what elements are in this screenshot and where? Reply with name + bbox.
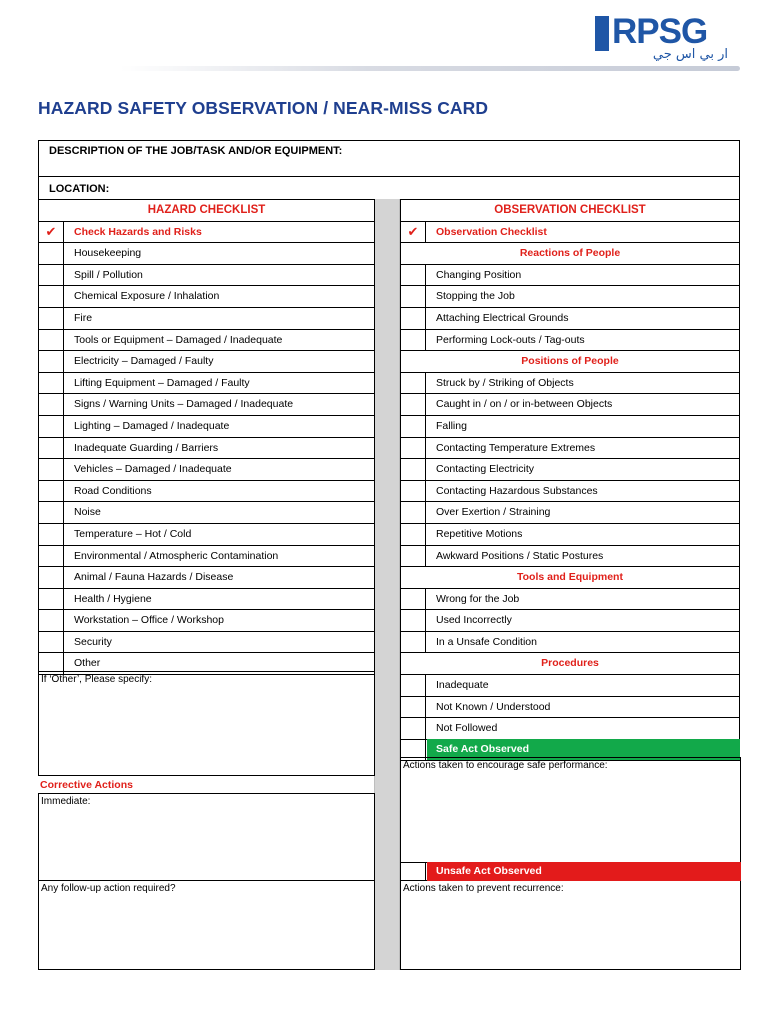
- item-label: Struck by / Striking of Objects: [436, 376, 574, 389]
- followup-field[interactable]: [38, 880, 375, 970]
- checkbox[interactable]: [39, 567, 64, 588]
- hazard-item-animal-fauna-hazards-disease[interactable]: [39, 567, 374, 589]
- obs-item-struck-by-striking-of-objects[interactable]: [401, 373, 739, 395]
- item-label: Attaching Electrical Grounds: [436, 311, 569, 324]
- observation-check-row[interactable]: [401, 222, 739, 244]
- item-label: Vehicles – Damaged / Inadequate: [74, 463, 232, 476]
- item-label: Used Incorrectly: [436, 614, 512, 627]
- observation-checklist: [400, 199, 740, 761]
- item-label: Lifting Equipment – Damaged / Faulty: [74, 376, 250, 389]
- item-label: Contacting Hazardous Substances: [436, 484, 598, 497]
- location-label: LOCATION:: [49, 183, 110, 195]
- obs-item-inadequate[interactable]: [401, 675, 739, 697]
- item-label: Signs / Warning Units – Damaged / Inadequate: [74, 398, 294, 411]
- item-label: Caught in / on / or in-between Objects: [436, 398, 613, 411]
- hazard-item-spill-pollution[interactable]: [39, 265, 374, 287]
- obs-item-contacting-temperature-extremes[interactable]: [401, 438, 739, 460]
- logo-bar-icon: [595, 16, 609, 51]
- checkbox[interactable]: [39, 589, 64, 610]
- item-label: Contacting Electricity: [436, 463, 535, 476]
- checkbox[interactable]: [39, 351, 64, 372]
- item-label: Workstation – Office / Workshop: [74, 614, 224, 627]
- checkbox[interactable]: [401, 265, 426, 286]
- obs-item-over-exertion-straining[interactable]: [401, 502, 739, 524]
- header-swoosh: [120, 66, 740, 71]
- item-label: Awkward Positions / Static Postures: [436, 549, 604, 562]
- logo-text: RPSG: [612, 12, 708, 51]
- item-label: Housekeeping: [74, 247, 142, 260]
- hazard-item-health-hygiene[interactable]: [39, 589, 374, 611]
- rpsg-logo: [588, 12, 738, 62]
- item-label: Chemical Exposure / Inhalation: [74, 290, 220, 303]
- checkbox[interactable]: [39, 308, 64, 329]
- obs-item-attaching-electrical-grounds[interactable]: [401, 308, 739, 330]
- hazard-item-inadequate-guarding-barriers[interactable]: [39, 438, 374, 460]
- item-label: Environmental / Atmospheric Contamination: [74, 549, 279, 562]
- checkbox[interactable]: [401, 697, 426, 718]
- checkmark-icon: ✔: [401, 222, 426, 243]
- checkbox[interactable]: [401, 308, 426, 329]
- obs-item-contacting-electricity[interactable]: [401, 459, 739, 481]
- checkbox[interactable]: [401, 718, 426, 739]
- checkbox[interactable]: [401, 416, 426, 437]
- hazard-check-label: Check Hazards and Risks: [74, 225, 202, 238]
- checkbox[interactable]: [401, 502, 426, 523]
- obs-item-not-known-understood[interactable]: [401, 697, 739, 719]
- hazard-item-housekeeping[interactable]: [39, 243, 374, 265]
- checkbox[interactable]: [39, 502, 64, 523]
- checkbox[interactable]: [39, 286, 64, 307]
- unsafe-act-observed-label: Unsafe Act Observed: [427, 862, 741, 881]
- item-label: Other: [74, 657, 101, 670]
- obs-item-caught-in-on-or-in-between-objects[interactable]: [401, 394, 739, 416]
- logo-arabic: ار بي اس جي: [652, 47, 728, 62]
- checkbox[interactable]: [39, 438, 64, 459]
- item-label: Security: [74, 635, 112, 648]
- hazard-heading-text: HAZARD CHECKLIST: [147, 204, 266, 216]
- observation-heading: [401, 200, 739, 222]
- hazard-item-noise[interactable]: [39, 502, 374, 524]
- hazard-heading: [39, 200, 374, 222]
- checkbox[interactable]: [401, 330, 426, 351]
- checkbox[interactable]: [39, 524, 64, 545]
- item-label: Animal / Fauna Hazards / Disease: [74, 571, 234, 584]
- checkbox[interactable]: [39, 265, 64, 286]
- hazard-item-workstation-office-workshop[interactable]: [39, 610, 374, 632]
- observation-heading-text: OBSERVATION CHECKLIST: [494, 204, 646, 216]
- checkbox[interactable]: [401, 459, 426, 480]
- other-specify-field[interactable]: [38, 671, 375, 776]
- item-label: In a Unsafe Condition: [436, 635, 537, 648]
- checkbox[interactable]: [401, 481, 426, 502]
- checkbox[interactable]: [401, 286, 426, 307]
- checkbox[interactable]: [39, 610, 64, 631]
- checkbox[interactable]: [401, 438, 426, 459]
- safe-actions-field[interactable]: [400, 757, 741, 863]
- section-positions: [401, 351, 739, 373]
- hazard-check-row[interactable]: [39, 222, 374, 244]
- item-label: Performing Lock-outs / Tag-outs: [436, 333, 585, 346]
- checkbox[interactable]: [401, 675, 426, 696]
- other-specify-label: If ‘Other’, Please specify:: [41, 674, 152, 685]
- hazard-item-electricity-damaged-faulty[interactable]: [39, 351, 374, 373]
- obs-item-used-incorrectly[interactable]: [401, 610, 739, 632]
- hazard-item-chemical-exposure-inhalation[interactable]: [39, 286, 374, 308]
- checkbox[interactable]: [401, 546, 426, 567]
- hazard-checklist: [38, 199, 375, 675]
- section-positions-text: Positions of People: [521, 355, 619, 368]
- section-tools-text: Tools and Equipment: [517, 571, 623, 584]
- hazard-item-lifting-equipment-damaged-faulty[interactable]: [39, 373, 374, 395]
- item-label: Fire: [74, 311, 93, 324]
- item-label: Not Followed: [436, 722, 498, 735]
- safe-act-observed-label: Safe Act Observed: [427, 739, 740, 761]
- section-tools: [401, 567, 739, 589]
- observation-check-label: Observation Checklist: [436, 225, 547, 238]
- item-label: Contacting Temperature Extremes: [436, 441, 596, 454]
- location-field[interactable]: [38, 176, 740, 200]
- checkbox[interactable]: [401, 524, 426, 545]
- item-label: Tools or Equipment – Damaged / Inadequate: [74, 333, 283, 346]
- description-label: DESCRIPTION OF THE JOB/TASK AND/OR EQUIPMENT:: [49, 145, 343, 157]
- item-label: Health / Hygiene: [74, 592, 152, 605]
- checkbox[interactable]: [401, 863, 426, 881]
- immediate-label: Immediate:: [41, 796, 91, 807]
- section-procedures-text: Procedures: [541, 657, 599, 670]
- immediate-field[interactable]: [38, 793, 375, 881]
- hazard-item-signs-warning-units-damaged-inadequate[interactable]: [39, 394, 374, 416]
- item-label: Lighting – Damaged / Inadequate: [74, 419, 230, 432]
- hazard-item-lighting-damaged-inadequate[interactable]: [39, 416, 374, 438]
- corrective-actions-label: Corrective Actions: [40, 779, 133, 791]
- item-label: Noise: [74, 506, 101, 519]
- checkbox[interactable]: [401, 632, 426, 653]
- item-label: Electricity – Damaged / Faulty: [74, 355, 214, 368]
- checkbox[interactable]: [39, 481, 64, 502]
- checkbox[interactable]: [39, 330, 64, 351]
- obs-item-in-a-unsafe-condition[interactable]: [401, 632, 739, 654]
- hazard-item-security[interactable]: [39, 632, 374, 654]
- hazard-item-tools-or-equipment-damaged-inadequate[interactable]: [39, 330, 374, 352]
- page-title: HAZARD SAFETY OBSERVATION / NEAR-MISS CARD: [38, 98, 489, 118]
- checkbox[interactable]: [39, 416, 64, 437]
- item-label: Stopping the Job: [436, 290, 515, 303]
- item-label: Not Known / Understood: [436, 700, 551, 713]
- section-reactions: [401, 243, 739, 265]
- checkbox[interactable]: [39, 459, 64, 480]
- hazard-item-temperature-hot-cold[interactable]: [39, 524, 374, 546]
- section-reactions-text: Reactions of People: [519, 247, 621, 260]
- item-label: Over Exertion / Straining: [436, 506, 551, 519]
- checkbox[interactable]: [401, 373, 426, 394]
- item-label: Changing Position: [436, 268, 522, 281]
- item-label: Wrong for the Job: [436, 592, 520, 605]
- checkbox[interactable]: [39, 632, 64, 653]
- obs-item-awkward-positions-static-postures[interactable]: [401, 546, 739, 568]
- checkbox[interactable]: [39, 546, 64, 567]
- hazard-item-road-conditions[interactable]: [39, 481, 374, 503]
- unsafe-actions-field[interactable]: [400, 880, 741, 970]
- hazard-item-environmental-atmospheric-contamination[interactable]: [39, 546, 374, 568]
- item-label: Temperature – Hot / Cold: [74, 527, 192, 540]
- item-label: Inadequate Guarding / Barriers: [74, 441, 219, 454]
- section-procedures: [401, 653, 739, 675]
- description-field[interactable]: [38, 140, 740, 177]
- obs-item-performing-lock-outs-tag-outs[interactable]: [401, 330, 739, 352]
- obs-item-falling[interactable]: [401, 416, 739, 438]
- safe-actions-label: Actions taken to encourage safe performance:: [403, 760, 608, 771]
- item-label: Spill / Pollution: [74, 268, 143, 281]
- obs-item-changing-position[interactable]: [401, 265, 739, 287]
- checkbox[interactable]: [39, 243, 64, 264]
- checkbox[interactable]: [39, 394, 64, 415]
- unsafe-act-observed[interactable]: [400, 862, 741, 881]
- hazard-item-vehicles-damaged-inadequate[interactable]: [39, 459, 374, 481]
- hazard-item-fire[interactable]: [39, 308, 374, 330]
- checkbox[interactable]: [401, 394, 426, 415]
- item-label: Repetitive Motions: [436, 527, 523, 540]
- obs-item-repetitive-motions[interactable]: [401, 524, 739, 546]
- obs-item-contacting-hazardous-substances[interactable]: [401, 481, 739, 503]
- checkbox[interactable]: [401, 589, 426, 610]
- obs-item-not-followed[interactable]: [401, 718, 739, 740]
- item-label: Falling: [436, 419, 467, 432]
- item-label: Road Conditions: [74, 484, 152, 497]
- obs-item-stopping-the-job[interactable]: [401, 286, 739, 308]
- checkbox[interactable]: [401, 610, 426, 631]
- unsafe-actions-label: Actions taken to prevent recurrence:: [403, 883, 564, 894]
- obs-item-wrong-for-the-job[interactable]: [401, 589, 739, 611]
- divider-column: [374, 199, 400, 970]
- checkmark-icon: ✔: [39, 222, 64, 243]
- followup-label: Any follow-up action required?: [41, 883, 176, 894]
- checkbox[interactable]: [39, 373, 64, 394]
- item-label: Inadequate: [436, 679, 489, 692]
